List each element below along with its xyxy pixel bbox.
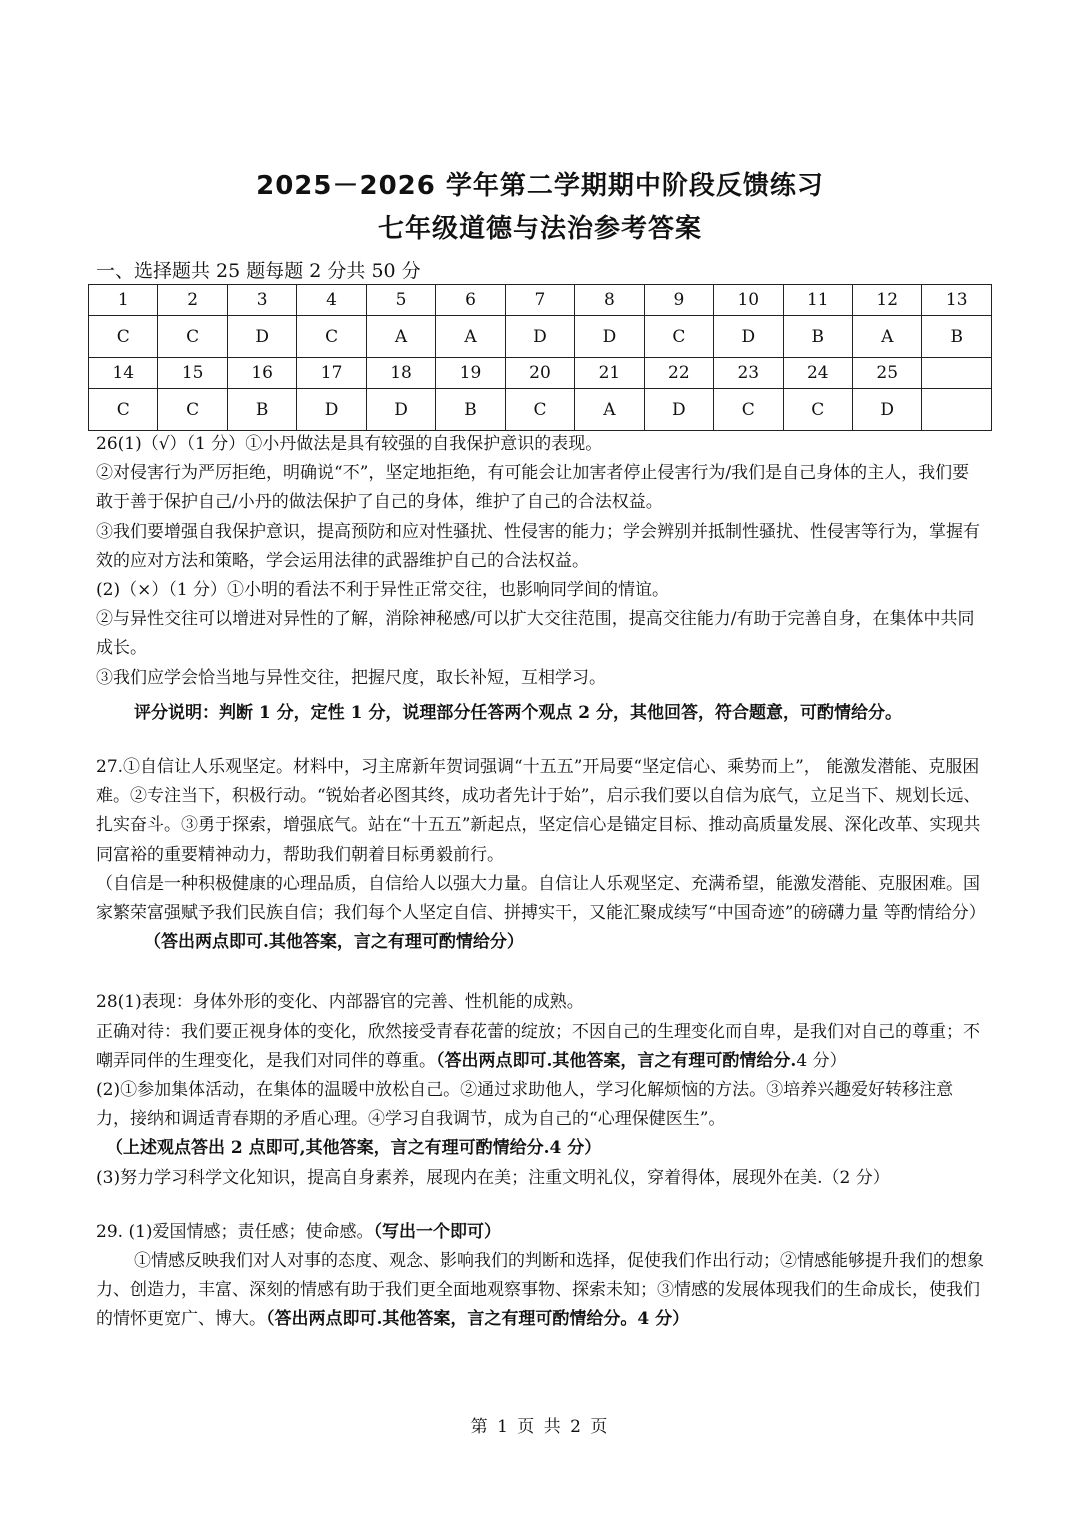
answer-letter-cell: D — [297, 389, 366, 431]
answer-letter-row — [89, 316, 992, 358]
q26-line: ③我们应学会恰当地与异性交往，把握尺度，取长补短，互相学习。 — [96, 667, 606, 688]
question-number-cell: 5 — [366, 285, 435, 316]
question-number-cell: 24 — [783, 358, 852, 389]
question-number-cell: 10 — [714, 285, 783, 316]
answer-letter-cell: D — [505, 316, 574, 358]
answer-letter-row — [89, 389, 992, 431]
question-number-cell: 12 — [852, 285, 921, 316]
page-number: 第 1 页 共 2 页 — [470, 1417, 610, 1437]
answer-letter-cell: C — [297, 316, 366, 358]
q27-scoring-note: （答出两点即可.其他答案，言之有理可酌情给分） — [144, 932, 524, 953]
answer-letter-cell: C — [89, 316, 158, 358]
page-subtitle: 七年级道德与法治参考答案 — [377, 214, 702, 244]
question-number-cell: 6 — [436, 285, 505, 316]
q26-line: ②与异性交往可以增进对异性的了解，消除神秘感/可以扩大交往范围，提高交往能力/有助于完善自身，在集体中共同成长。 — [96, 609, 975, 659]
q26-scoring-note: 评分说明：判断 1 分，定性 1 分，说理部分任答两个观点 2 分，其他回答，符合题意，可酌情给分。 — [134, 702, 902, 723]
answer-letter-cell: D — [852, 389, 921, 431]
answer-letter-cell: C — [783, 389, 852, 431]
q26-line: (2)（×）（1 分）①小明的看法不利于异性正常交往，也影响同学间的情谊。 — [96, 580, 670, 601]
answer-letter-cell: B — [922, 316, 992, 358]
q28-line: (3)努力学习科学文化知识，提高自身素养，展现内在美；注重文明礼仪，穿着得体，展现外在美.（2 分） — [96, 1167, 890, 1188]
q26-line: 26(1)（√）（1 分）①小丹做法是具有较强的自我保护意识的表现。 — [96, 434, 603, 454]
q28-line: 28(1)表现：身体外形的变化、内部器官的完善、性机能的成熟。 — [96, 992, 584, 1013]
answer-letter-cell: D — [366, 389, 435, 431]
q27-paragraph: （自信是一种积极健康的心理品质，自信给人以强大力量。自信让人乐观坚定、充满希望，能激发潜能、克服困难。国家繁荣富强赋予我们民族自信；我们每个人坚定自信、拼搏实干，又能汇聚成续写“中国奇迹”的磅礴力量 等酌情给分） — [96, 873, 986, 924]
answer-table — [88, 284, 992, 431]
question-number-cell: 21 — [575, 358, 644, 389]
q28-text: 正确对待：我们要正视身体的变化，欣然接受青春花蕾的绽放；不因自己的生理变化而自卑，是我们对自己的尊重；不嘲弄同伴的生理变化，是我们对同伴的尊重。 — [96, 1021, 980, 1071]
question-number-cell: 17 — [297, 358, 366, 389]
question-number-cell: 25 — [852, 358, 921, 389]
answer-letter-cell: C — [158, 389, 227, 431]
question-number-cell: 20 — [505, 358, 574, 389]
answer-letter-cell — [922, 389, 992, 431]
question-number-cell: 9 — [644, 285, 713, 316]
question-number-cell: 16 — [227, 358, 296, 389]
answer-letter-cell: C — [714, 389, 783, 431]
answer-letter-cell: D — [575, 316, 644, 358]
answer-letter-cell: C — [505, 389, 574, 431]
answer-letter-cell: C — [158, 316, 227, 358]
page-title: 2025－2026 学年第二学期期中阶段反馈练习 — [256, 171, 824, 201]
q29-note: （写出一个即可） — [373, 1221, 502, 1242]
question-number-cell: 15 — [158, 358, 227, 389]
q28-score: 4 分） — [796, 1050, 847, 1071]
answer-body — [96, 430, 986, 1335]
answer-letter-cell: C — [644, 316, 713, 358]
q28-scoring-note: （上述观点答出 2 点即可,其他答案，言之有理可酌情给分.4 分） — [106, 1138, 602, 1159]
answer-letter-cell: D — [644, 389, 713, 431]
q29-line — [96, 1247, 986, 1335]
q28-note: （答出两点即可.其他答案，言之有理可酌情给分. — [436, 1050, 797, 1071]
question-number-cell: 4 — [297, 285, 366, 316]
section-heading: 一、选择题共 25 题每题 2 分共 50 分 — [96, 260, 421, 282]
answer-letter-cell: B — [783, 316, 852, 358]
q26-line: ③我们要增强自我保护意识，提高预防和应对性骚扰、性侵害的能力；学会辨别并抵制性骚扰、性侵害等行为，掌握有效的应对方法和策略，学会运用法律的武器维护自己的合法权益。 — [96, 521, 980, 571]
question-number-cell: 7 — [505, 285, 574, 316]
question-number-cell: 14 — [89, 358, 158, 389]
question-number-cell: 22 — [644, 358, 713, 389]
answer-letter-cell: A — [575, 389, 644, 431]
q28-line: (2)①参加集体活动，在集体的温暖中放松自己。②通过求助他人，学习化解烦恼的方法。③培养兴趣爱好转移注意力，接纳和调适青春期的矛盾心理。④学习自我调节，成为自己的“心理保健医生”。 — [96, 1080, 954, 1130]
question-number-cell: 3 — [227, 285, 296, 316]
question-number-cell: 13 — [922, 285, 992, 316]
answer-letter-cell: D — [227, 316, 296, 358]
answer-letter-cell: A — [852, 316, 921, 358]
answer-letter-cell: A — [436, 316, 505, 358]
q29-text: 29. (1)爱国情感；责任感；使命感。 — [96, 1221, 374, 1242]
question-number-cell: 1 — [89, 285, 158, 316]
question-number-cell: 18 — [366, 358, 435, 389]
question-number-cell: 19 — [436, 358, 505, 389]
q29-line — [96, 1218, 986, 1247]
question-number-row — [89, 285, 992, 316]
q29-text: ①情感反映我们对人对事的态度、观念、影响我们的判断和选择，促使我们作出行动；②情感能够提升我们的想象力、创造力，丰富、深刻的情感有助于我们更全面地观察事物、探索未知；③情感的发展体现我们的生命成长，使我们的情怀更宽广、博大。 — [96, 1251, 984, 1330]
question-number-cell: 2 — [158, 285, 227, 316]
answer-letter-cell: B — [227, 389, 296, 431]
question-number-cell: 23 — [714, 358, 783, 389]
question-number-cell: 11 — [783, 285, 852, 316]
question-number-cell — [922, 358, 992, 389]
answer-letter-cell: D — [714, 316, 783, 358]
answer-letter-cell: B — [436, 389, 505, 431]
question-number-cell: 8 — [575, 285, 644, 316]
answer-letter-cell: C — [89, 389, 158, 431]
q29-note: （答出两点即可.其他答案，言之有理可酌情给分。4 分） — [266, 1309, 690, 1330]
q28-line — [96, 1018, 986, 1076]
q26-line: ②对侵害行为严厉拒绝，明确说“不”，坚定地拒绝，有可能会让加害者停止侵害行为/我们是自己身体的主人，我们要敢于善于保护自己/小丹的做法保护了自己的身体，维护了自己的合法权益。 — [96, 463, 970, 513]
answer-letter-cell: A — [366, 316, 435, 358]
q27-paragraph: 27.①自信让人乐观坚定。材料中，习主席新年贺词强调“十五五”开局要“坚定信心、乘势而上”， 能激发潜能、克服困难。②专注当下，积极行动。“锐始者必图其终，成功者先计于始”，启示我们要以自信为底气，立足当下、规划长远、扎实奋斗。③勇于探索，增强底气。站在“十五五”新起点，坚定信心是锚定目标、推动高质量发展、深化改革、实现共同富裕的重要精神动力，帮助我们朝着目标勇毅前行。 — [96, 757, 981, 865]
question-number-row — [89, 358, 992, 389]
